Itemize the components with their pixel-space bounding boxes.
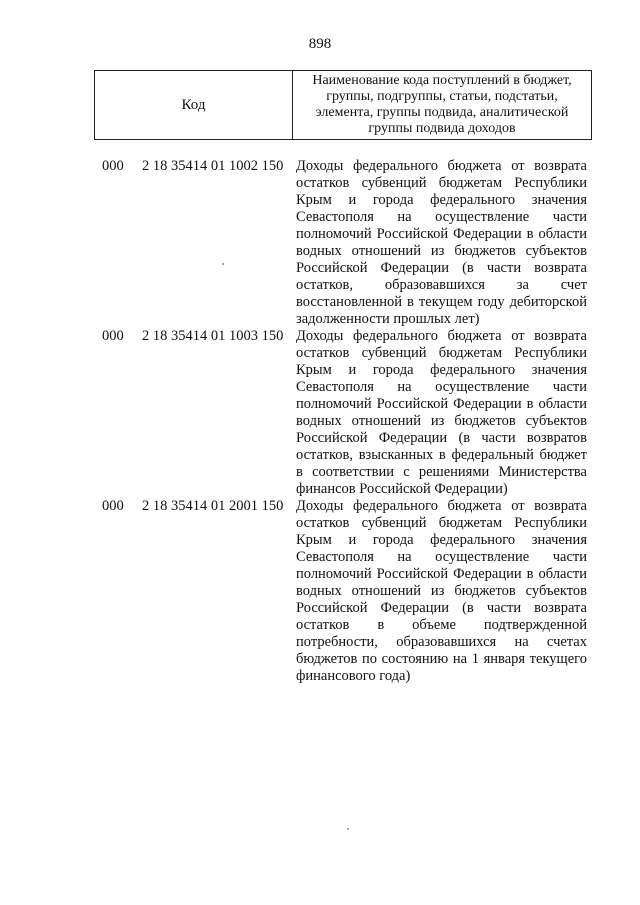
description-line: Севастополя на осуществление части xyxy=(296,209,587,225)
income-code: 2 18 35414 01 1002 150 xyxy=(142,158,284,174)
description-line: Российской Федерации (в части возвратов xyxy=(296,430,587,446)
list-item xyxy=(0,158,640,328)
description-line: полномочий Российской Федерации в области xyxy=(296,396,587,412)
description-line: остатков субвенций бюджетам Республики xyxy=(296,515,587,531)
description-line: водных отношений из бюджетов субъектов xyxy=(296,583,587,599)
income-code-list xyxy=(0,158,640,685)
list-item xyxy=(0,498,640,685)
description-line: Доходы федерального бюджета от возврата xyxy=(296,158,587,174)
income-description xyxy=(296,498,587,685)
description-line: остатков субвенций бюджетам Республики xyxy=(296,345,587,361)
header-code-cell: Код xyxy=(95,71,293,139)
description-line: Крым и города федерального значения xyxy=(296,532,587,548)
description-line: водных отношений из бюджетов субъектов xyxy=(296,243,587,259)
scan-speck xyxy=(222,263,224,265)
page-number: 898 xyxy=(308,36,332,52)
description-line: полномочий Российской Федерации в области xyxy=(296,226,587,242)
description-line: остатков, образовавшихся за счет xyxy=(296,277,587,293)
description-line: Российской Федерации (в части возврата xyxy=(296,260,587,276)
scan-speck xyxy=(347,828,349,830)
description-line: восстановленной в текущем году дебиторской xyxy=(296,294,587,310)
description-line: полномочий Российской Федерации в области xyxy=(296,566,587,582)
description-line: Крым и города федерального значения xyxy=(296,192,587,208)
description-line: Доходы федерального бюджета от возврата xyxy=(296,498,587,514)
income-description xyxy=(296,328,587,498)
table-header xyxy=(94,70,592,140)
description-line: Севастополя на осуществление части xyxy=(296,549,587,565)
admin-code: 000 xyxy=(102,158,124,174)
description-line: Крым и города федерального значения xyxy=(296,362,587,378)
description-line: остатков субвенций бюджетам Республики xyxy=(296,175,587,191)
description-line: Российской Федерации (в части возврата xyxy=(296,600,587,616)
list-item xyxy=(0,328,640,498)
description-line: бюджетов по состоянию на 1 января текущего xyxy=(296,651,587,667)
description-line: остатков в объеме подтвержденной xyxy=(296,617,587,633)
description-line: финансов Российской Федерации) xyxy=(296,481,508,497)
admin-code: 000 xyxy=(102,328,124,344)
description-line: остатков, взысканных в федеральный бюджет xyxy=(296,447,587,463)
income-code: 2 18 35414 01 2001 150 xyxy=(142,498,284,514)
header-name-cell: Наименование кода поступлений в бюджет, группы, подгруппы, статьи, подстатьи, элемента, группы подвида, аналитической группы подвида доходов xyxy=(312,73,572,136)
description-line: Доходы федерального бюджета от возврата xyxy=(296,328,587,344)
description-line: водных отношений из бюджетов субъектов xyxy=(296,413,587,429)
description-line: финансового года) xyxy=(296,668,411,684)
description-line: Севастополя на осуществление части xyxy=(296,379,587,395)
description-line: задолженности прошлых лет) xyxy=(296,311,480,327)
admin-code: 000 xyxy=(102,498,124,514)
income-description xyxy=(296,158,587,328)
income-code: 2 18 35414 01 1003 150 xyxy=(142,328,284,344)
description-line: в соответствии с решениями Министерства xyxy=(296,464,587,480)
description-line: потребности, образовавшихся на счетах xyxy=(296,634,587,650)
